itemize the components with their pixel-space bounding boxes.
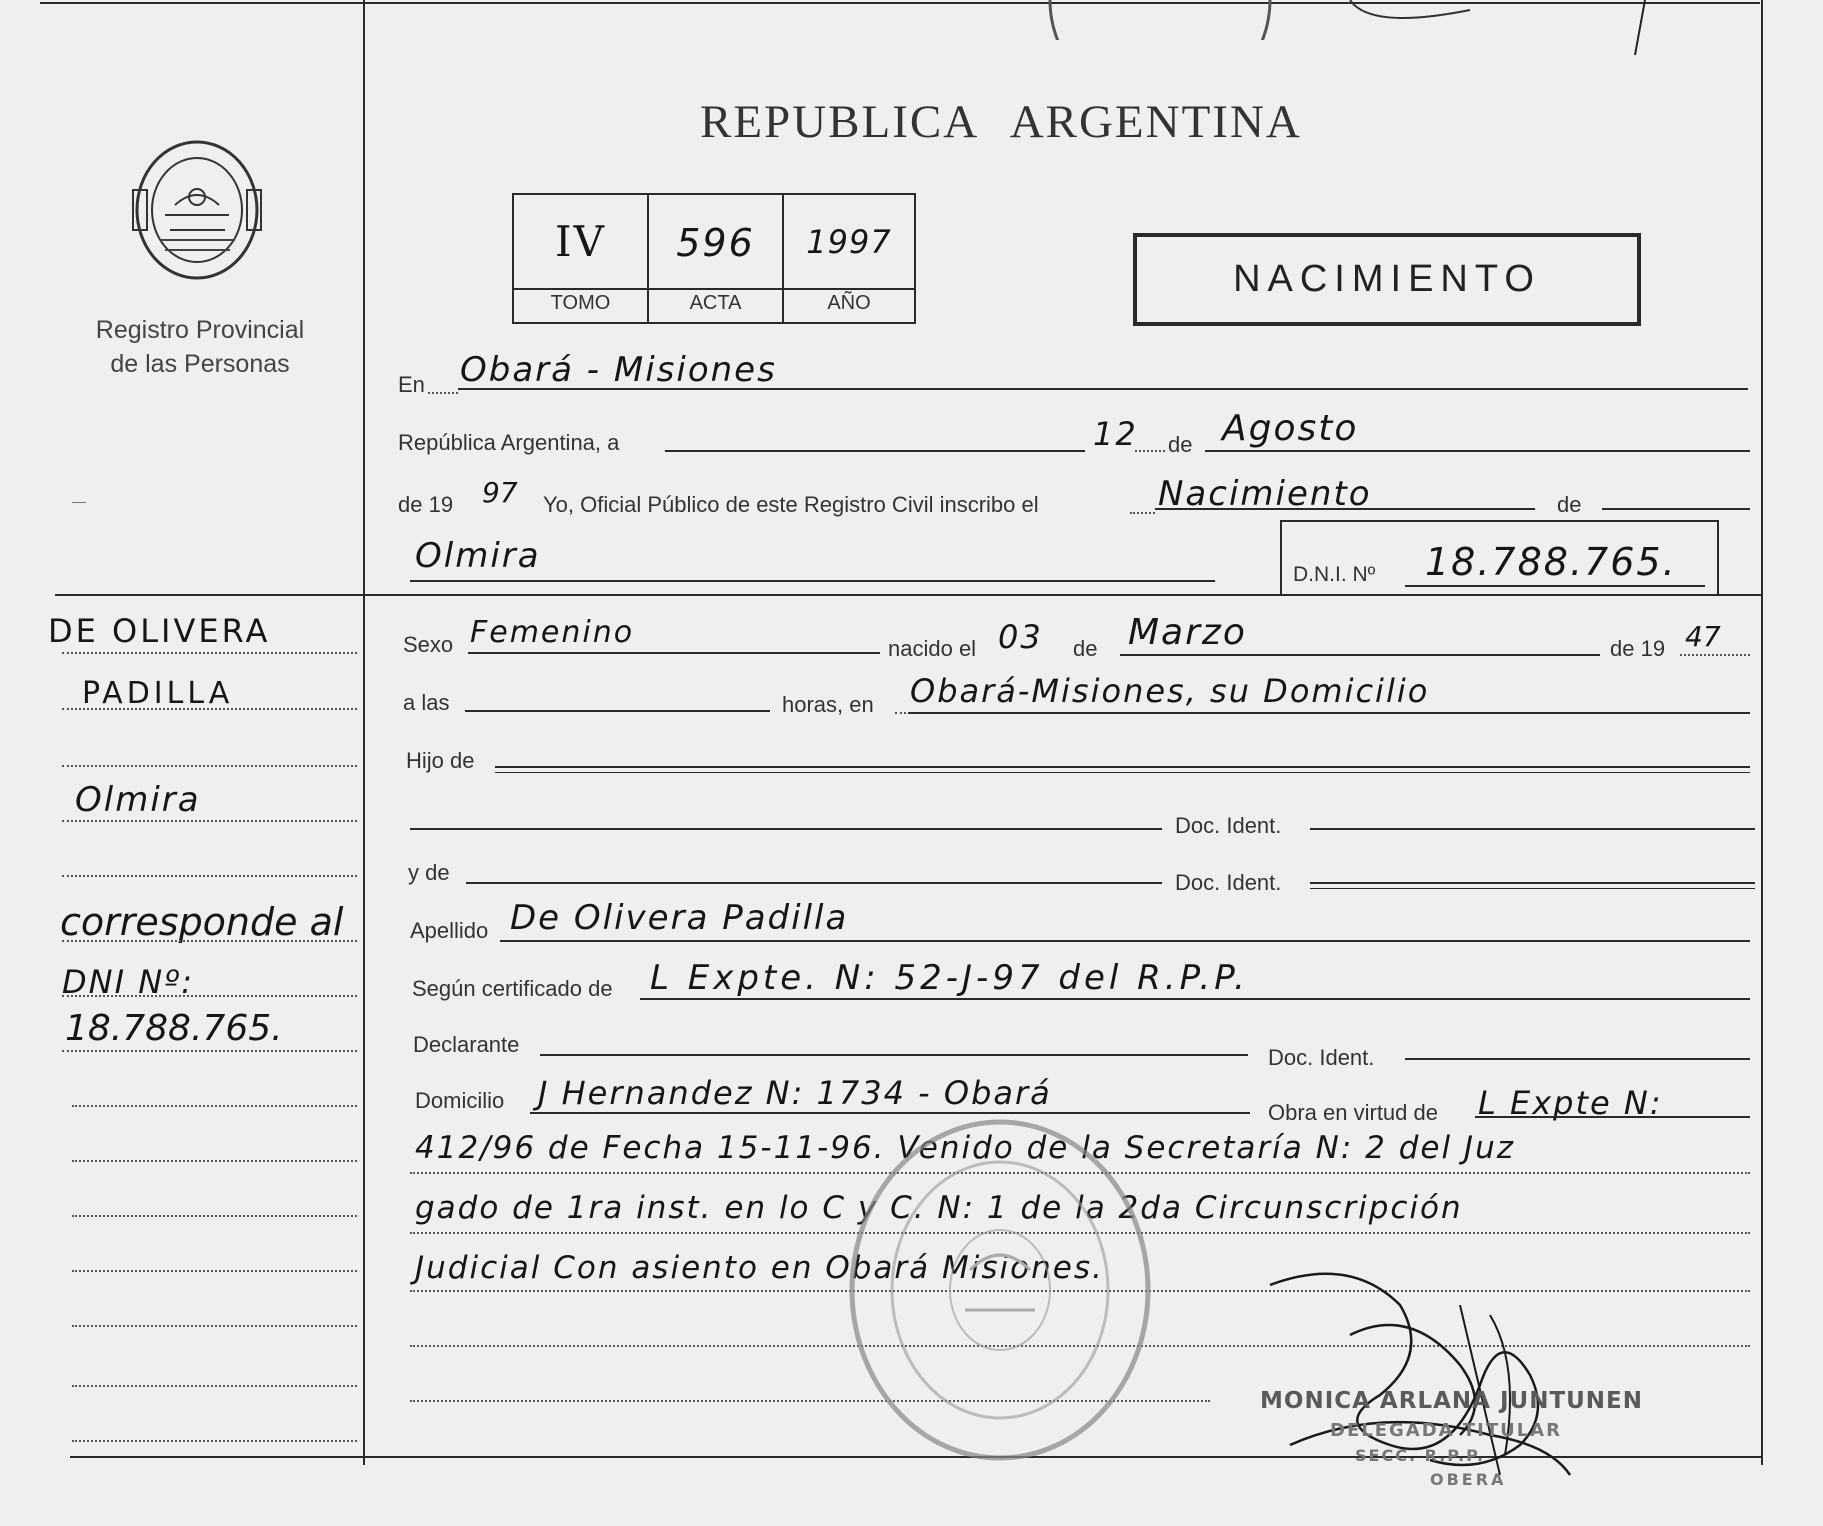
margin-note-3: 18.788.765. (65, 1008, 283, 1049)
day-value: 12 (1093, 415, 1138, 453)
underline (540, 1054, 1248, 1056)
stamp-title: DELEGADA TITULAR (1330, 1420, 1562, 1441)
underline (908, 712, 1750, 714)
y-de-label: y de (408, 860, 450, 885)
dots (62, 995, 357, 997)
province-seal-icon (125, 135, 270, 285)
country-title: REPUBLICA ARGENTINA (700, 96, 1302, 148)
stamp-city: OBERA (1430, 1470, 1507, 1489)
underline (1310, 888, 1755, 889)
underline (1405, 1058, 1750, 1060)
underline (495, 772, 1750, 773)
dots (1680, 654, 1750, 656)
underline (1405, 585, 1705, 587)
underline (1602, 508, 1750, 510)
dots (72, 1385, 357, 1387)
a-las-label: a las (403, 690, 450, 715)
record-box (512, 193, 916, 324)
act-value: Nacimiento (1158, 474, 1372, 514)
dni-label: D.N.I. Nº (1293, 563, 1376, 586)
underline (465, 710, 770, 712)
underline (1120, 654, 1600, 656)
margin-note-1: corresponde al (60, 900, 344, 944)
underline (495, 766, 1750, 768)
underline (1155, 508, 1535, 510)
stamp-name: MONICA ARLANA JUNTUNEN (1260, 1388, 1644, 1414)
de2-label: de (1557, 492, 1582, 517)
dots (72, 1440, 357, 1442)
underline (665, 450, 1085, 452)
acta-label: ACTA (689, 292, 742, 314)
first-name-value: Olmira (415, 536, 541, 576)
underline (640, 998, 1750, 1000)
hijo-label: Hijo de (406, 748, 475, 773)
record-type-box (1133, 233, 1641, 326)
sexo-label: Sexo (403, 632, 454, 657)
de-label: de (1168, 432, 1193, 457)
dots (62, 875, 357, 877)
en-label: En (398, 372, 425, 397)
dots (62, 765, 357, 767)
observation-line-1: 412/96 de Fecha 15-11-96. Venido de la Secretaría N: 2 del Juz (415, 1130, 1515, 1166)
place-value: Obará - Misiones (460, 350, 777, 390)
underline (410, 828, 1162, 830)
sex-value: Femenino (470, 615, 635, 650)
tick-mark (72, 502, 86, 503)
ano-label: AÑO (827, 292, 871, 314)
observation-line-3: Judicial Con asiento en Obará Misiones. (415, 1250, 1104, 1286)
doc-ident-1-label: Doc. Ident. (1175, 813, 1282, 838)
de-19b-label: de 19 (1610, 636, 1666, 661)
apellido-label: Apellido (410, 918, 489, 943)
underline (1310, 828, 1755, 830)
underline (1475, 1116, 1750, 1118)
birth-year-value: 47 (1685, 620, 1721, 653)
tomo-label: TOMO (550, 292, 611, 314)
dots (62, 652, 357, 654)
segun-label: Según certificado de (412, 976, 613, 1001)
dots (428, 392, 458, 394)
underline (466, 882, 1162, 884)
dots (72, 1270, 357, 1272)
doc-ident-2-label: Doc. Ident. (1175, 870, 1282, 895)
underline (1205, 450, 1750, 452)
dots (1130, 512, 1155, 514)
official-round-stamp (830, 1100, 1170, 1480)
dots (1135, 450, 1165, 452)
registry-name-line1: Registro Provincial (95, 316, 305, 344)
dots (72, 1215, 357, 1217)
margin-surname-2: PADILLA (82, 676, 234, 711)
de-19-label: de 19 (398, 492, 454, 517)
doc-ident-3-label: Doc. Ident. (1268, 1045, 1375, 1070)
dots (62, 1050, 357, 1052)
birth-month-value: Marzo (1128, 612, 1247, 653)
margin-note-2: DNI Nº: (62, 963, 194, 1001)
birth-place-value: Obará-Misiones, su Domicilio (910, 672, 1430, 710)
underline (468, 652, 880, 654)
obra-label: Obra en virtud de (1268, 1100, 1438, 1125)
stamp-section: SECC. R.P.P. (1355, 1446, 1486, 1465)
dni-value: 18.788.765. (1425, 540, 1677, 584)
ano-value: 1997 (806, 223, 892, 261)
margin-first-name: Olmira (75, 780, 201, 820)
underline (410, 580, 1215, 582)
right-border (1761, 0, 1763, 1465)
surname-value: De Olivera Padilla (510, 898, 849, 938)
domicilio-label: Domicilio (415, 1088, 505, 1113)
dots (62, 940, 357, 942)
month-value: Agosto (1222, 408, 1359, 449)
underline (1310, 882, 1755, 884)
oficial-label: Yo, Oficial Público de este Registro Civil inscribo el (543, 492, 1039, 517)
underline (500, 940, 1750, 942)
certificate-value: L Expte. N: 52-J-97 del R.P.P. (650, 958, 1249, 998)
declarante-label: Declarante (413, 1032, 520, 1057)
birth-day-value: 03 (998, 618, 1043, 656)
underline (458, 388, 1748, 390)
dots (62, 708, 357, 710)
year-value: 97 (482, 476, 518, 509)
top-signature-fragment (1330, 0, 1660, 60)
dots (72, 1325, 357, 1327)
nacido-label: nacido el (888, 636, 977, 661)
obra-value: L Expte N: (1478, 1084, 1663, 1122)
republica-label: República Argentina, a (398, 430, 620, 455)
observation-line-2: gado de 1ra inst. en lo C y C. N: 1 de la 2da Circunscripción (415, 1190, 1463, 1226)
acta-value: 596 (676, 221, 755, 265)
address-value: J Hernandez N: 1734 - Obará (538, 1074, 1052, 1112)
dots (72, 1160, 357, 1162)
dots (72, 1105, 357, 1107)
record-type: NACIMIENTO (1233, 258, 1541, 300)
horas-label: horas, en (782, 692, 874, 717)
column-divider (363, 0, 365, 1465)
tomo-value: IV (555, 217, 606, 266)
top-seal-fragment (1040, 0, 1280, 40)
registry-name-line2: de las Personas (110, 350, 290, 378)
margin-surname-1: DE OLIVERA (48, 612, 271, 650)
de3-label: de (1073, 636, 1098, 661)
dots (62, 820, 357, 822)
